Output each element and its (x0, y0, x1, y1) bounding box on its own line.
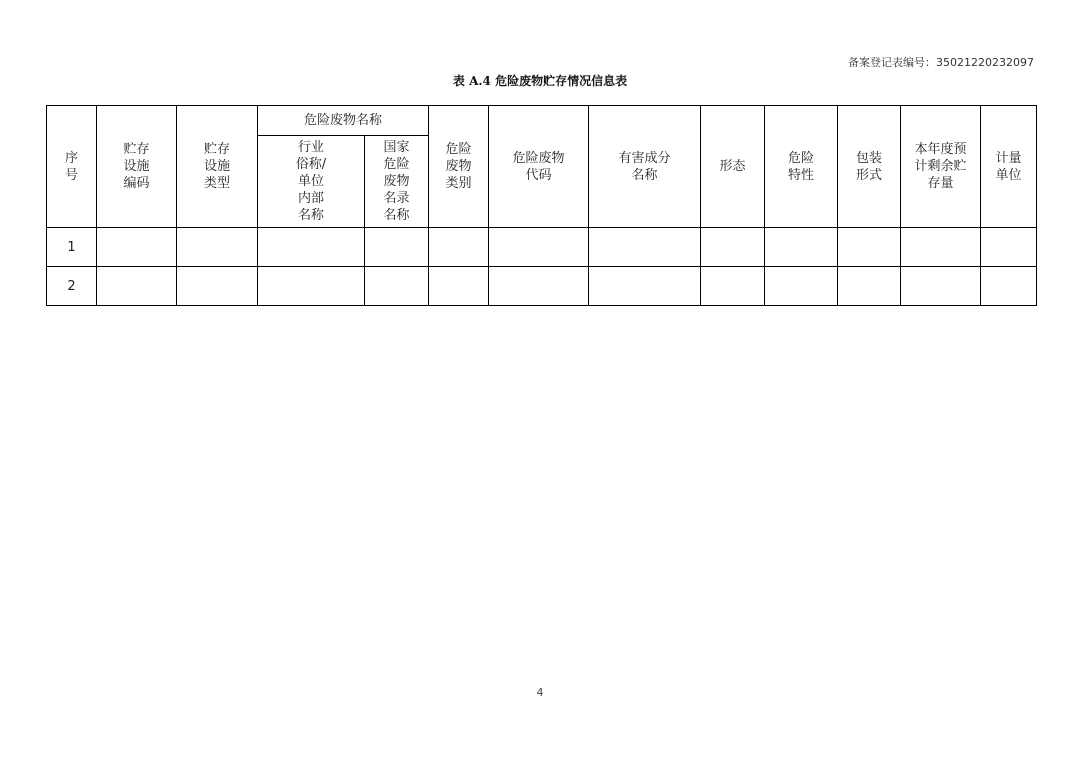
cell-hazard-property (765, 228, 838, 267)
col-header-harmful-components: 有害成分 名称 (589, 106, 701, 228)
table-title: 表 A.4 危险废物贮存情况信息表 (452, 74, 628, 88)
cell-industry-name (258, 267, 365, 306)
cell-seq: 2 (47, 267, 97, 306)
cell-facility-code (97, 228, 177, 267)
cell-remaining-storage (901, 228, 981, 267)
cell-harmful-components (589, 228, 701, 267)
hazardous-waste-storage-table (46, 105, 1037, 306)
registration-value: 35021220232097 (936, 56, 1034, 69)
cell-industry-name (258, 228, 365, 267)
table-row (47, 228, 1037, 267)
cell-form (701, 228, 765, 267)
col-header-facility-type: 贮存 设施 类型 (177, 106, 258, 228)
page-number: 4 (536, 686, 544, 699)
cell-harmful-components (589, 267, 701, 306)
header-row-1 (47, 106, 1037, 136)
cell-waste-category (429, 267, 489, 306)
cell-packaging (838, 267, 901, 306)
col-header-remaining-storage: 本年度预 计剩余贮 存量 (901, 106, 981, 228)
col-header-national-name: 国家 危险 废物 名录 名称 (365, 136, 429, 228)
cell-hazard-property (765, 267, 838, 306)
cell-unit (981, 228, 1037, 267)
cell-waste-category (429, 228, 489, 267)
col-header-waste-code: 危险废物 代码 (489, 106, 589, 228)
cell-waste-code (489, 267, 589, 306)
registration-label: 备案登记表编号： (848, 56, 937, 69)
col-header-unit: 计量 单位 (981, 106, 1037, 228)
col-header-packaging: 包装 形式 (838, 106, 901, 228)
cell-remaining-storage (901, 267, 981, 306)
cell-facility-type (177, 267, 258, 306)
cell-seq: 1 (47, 228, 97, 267)
cell-facility-type (177, 228, 258, 267)
col-header-facility-code: 贮存 设施 编码 (97, 106, 177, 228)
cell-form (701, 267, 765, 306)
col-header-waste-category: 危险 废物 类别 (429, 106, 489, 228)
cell-national-name (365, 267, 429, 306)
cell-waste-code (489, 228, 589, 267)
col-group-header-waste-name: 危险废物名称 (258, 106, 429, 136)
registration-number (848, 54, 1034, 70)
col-header-industry-name: 行业 俗称/ 单位 内部 名称 (258, 136, 365, 228)
cell-facility-code (97, 267, 177, 306)
col-header-seq: 序 号 (47, 106, 97, 228)
table-row (47, 267, 1037, 306)
cell-national-name (365, 228, 429, 267)
cell-unit (981, 267, 1037, 306)
col-header-form: 形态 (701, 106, 765, 228)
col-header-hazard-property: 危险 特性 (765, 106, 838, 228)
cell-packaging (838, 228, 901, 267)
